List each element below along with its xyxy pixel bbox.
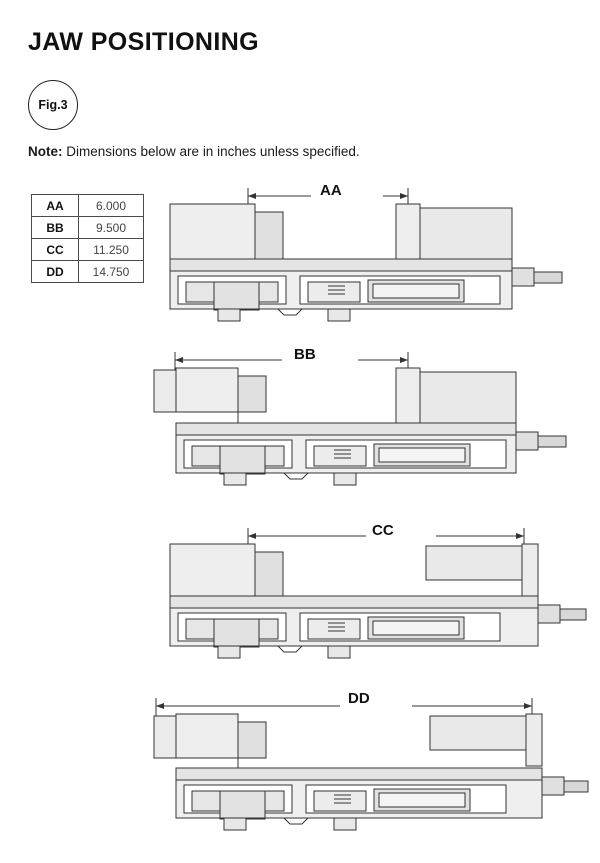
vise-figure-cc: [140, 524, 590, 674]
table-cell-key: CC: [32, 239, 79, 261]
vise-drawing-aa: [140, 186, 590, 336]
table-row: [32, 239, 144, 261]
vise-drawing-bb: [140, 348, 590, 498]
table-cell-value: 14.750: [79, 261, 144, 283]
table-cell-key: DD: [32, 261, 79, 283]
figure-badge: [28, 80, 78, 130]
vise-figure-dd: [140, 692, 590, 852]
page-title: JAW POSITIONING: [28, 28, 260, 56]
vise-drawing-dd: [140, 692, 590, 852]
note-text: [28, 144, 360, 159]
dimension-table: [31, 194, 144, 283]
vise-figure-aa: [140, 182, 590, 336]
table-cell-value: 6.000: [79, 195, 144, 217]
table-row: [32, 261, 144, 283]
dimension-label-dd: DD: [342, 690, 376, 707]
vise-figure-bb: [140, 348, 590, 498]
table-cell-value: 11.250: [79, 239, 144, 261]
table-cell-key: BB: [32, 217, 79, 239]
table-row: [32, 195, 144, 217]
vise-drawing-cc: [140, 524, 590, 674]
dimension-label-bb: BB: [288, 346, 322, 363]
dimension-label-cc: CC: [366, 522, 400, 539]
table-row: [32, 217, 144, 239]
figure-badge-label: Fig.3: [38, 98, 68, 112]
dimension-label-aa: AA: [314, 182, 348, 199]
table-cell-value: 9.500: [79, 217, 144, 239]
note-label: Note:: [28, 144, 63, 159]
note-body: Dimensions below are in inches unless specified.: [62, 144, 360, 159]
table-cell-key: AA: [32, 195, 79, 217]
